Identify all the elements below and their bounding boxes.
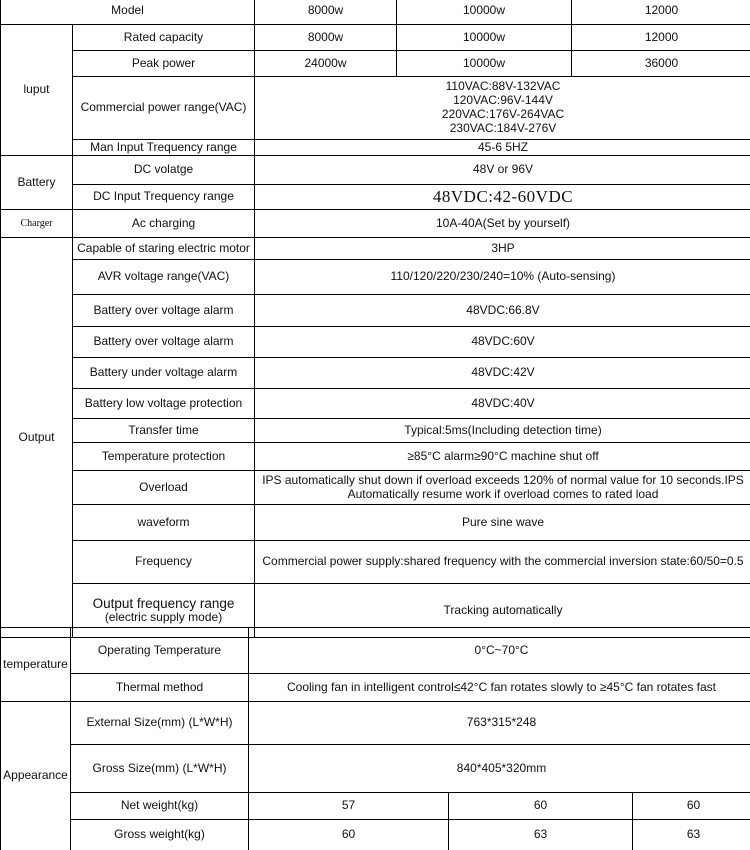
table-row-peak-power: [1, 51, 750, 77]
table-row-external-size: [1, 702, 750, 745]
table-row-output-0: [1, 238, 750, 260]
commercial-range-line-1: 110VAC:88V-132VAC: [445, 79, 561, 94]
gross-weight-value-2: 63: [449, 820, 633, 850]
section-label-charger: Charger: [1, 210, 73, 238]
table-row-output-3: [1, 327, 750, 358]
model-value-2: 10000w: [397, 0, 572, 25]
output-label-6: Transfer time: [73, 419, 255, 443]
table-row-output-6: [1, 419, 750, 443]
rated-capacity-value-2: 10000w: [397, 25, 572, 51]
rated-capacity-value-1: 8000w: [255, 25, 397, 51]
dc-input-frequency-label: DC Input Trequency range: [73, 185, 255, 210]
table-row-gross-weight: [1, 820, 750, 850]
output-frequency-range-value: Tracking automatically: [255, 584, 750, 638]
section-label-input: luput: [1, 25, 73, 156]
net-weight-value-1: 57: [249, 793, 449, 820]
net-weight-value-3: 60: [633, 793, 750, 820]
section-label-temperature: temperature: [1, 628, 71, 702]
table-row-output-2: [1, 295, 750, 327]
output-label-2: Battery over voltage alarm: [73, 295, 255, 327]
dc-voltage-label: DC volatge: [73, 156, 255, 185]
input-frequency-label: Man Input Trequency range: [73, 140, 255, 156]
rated-capacity-label: Rated capacity: [73, 25, 255, 51]
peak-power-value-1: 24000w: [255, 51, 397, 77]
table-row-commercial-range: [1, 77, 750, 140]
table-row-output-9: [1, 505, 750, 541]
output-value-5: 48VDC:40V: [255, 389, 750, 419]
gross-weight-value-3: 63: [633, 820, 750, 850]
output-value-10: Commercial power supply:shared frequency with the commercial inversion state:60/50=0.5: [255, 541, 750, 584]
output-label-10: Frequency: [73, 541, 255, 584]
output-value-8: IPS automatically shut down if overload exceeds 120% of normal value for 10 seconds.IPS Automatically resume work if overload comes to rated load: [255, 471, 750, 505]
output-value-0: 3HP: [255, 238, 750, 260]
table-row-output-10: [1, 541, 750, 584]
spec-table-lower: [0, 627, 750, 850]
section-label-output: Output: [1, 238, 73, 638]
model-value-1: 8000w: [255, 0, 397, 25]
output-value-6: Typical:5ms(Including detection time): [255, 419, 750, 443]
net-weight-label: Net weight(kg): [71, 793, 249, 820]
output-value-9: Pure sine wave: [255, 505, 750, 541]
table-row-input-frequency: [1, 140, 750, 156]
table-row-rated-capacity: [1, 25, 750, 51]
peak-power-label: Peak power: [73, 51, 255, 77]
table-row-net-weight: [1, 793, 750, 820]
table-row-ac-charging: [1, 210, 750, 238]
gross-size-value: 840*405*320mm: [249, 745, 750, 793]
output-frequency-range-label: Output frequency range: [92, 595, 235, 611]
peak-power-value-2: 10000w: [397, 51, 572, 77]
table-row-output-4: [1, 358, 750, 389]
output-value-1: 110/120/220/230/240=10% (Auto-sensing): [255, 260, 750, 295]
peak-power-value-3: 36000: [572, 51, 750, 77]
gross-weight-label: Gross weight(kg): [71, 820, 249, 850]
net-weight-value-2: 60: [449, 793, 633, 820]
output-label-8: Overload: [73, 471, 255, 505]
output-label-7: Temperature protection: [73, 443, 255, 471]
input-frequency-value: 45-6 5HZ: [255, 140, 750, 156]
ac-charging-value: 10A-40A(Set by yourself): [255, 210, 750, 238]
output-label-1: AVR voltage range(VAC): [73, 260, 255, 295]
output-value-2: 48VDC:66.8V: [255, 295, 750, 327]
table-row-thermal-method: [1, 674, 750, 702]
output-value-4: 48VDC:42V: [255, 358, 750, 389]
output-value-3: 48VDC:60V: [255, 327, 750, 358]
output-label-5: Battery low voltage protection: [73, 389, 255, 419]
table-row-dc-input-frequency: [1, 185, 750, 210]
rated-capacity-value-3: 12000: [572, 25, 750, 51]
thermal-method-value: Cooling fan in intelligent control≤42°C fan rotates slowly to ≥45°C fan rotates fast: [249, 674, 750, 702]
table-row-output-8: [1, 471, 750, 505]
table-row-output-7: [1, 443, 750, 471]
output-label-3: Battery over voltage alarm: [73, 327, 255, 358]
output-frequency-range-sublabel: (electric supply mode): [104, 610, 223, 625]
dc-input-frequency-value: 48VDC:42-60VDC: [255, 185, 750, 210]
operating-temperature-value: 0°C~70°C: [249, 628, 750, 674]
commercial-range-line-3: 220VAC:176V-264VAC: [441, 107, 565, 121]
output-label-0: Capable of staring electric motor: [73, 238, 255, 260]
output-label-9: waveform: [73, 505, 255, 541]
model-value-3: 12000: [572, 0, 750, 25]
gross-size-label: Gross Size(mm) (L*W*H): [71, 745, 249, 793]
table-row-output-1: [1, 260, 750, 295]
table-row-gross-size: [1, 745, 750, 793]
section-label-battery: Battery: [1, 156, 73, 210]
commercial-range-label: Commercial power range(VAC): [73, 77, 255, 140]
external-size-value: 763*315*248: [249, 702, 750, 745]
table-row-model: [1, 0, 750, 25]
table-row-dc-voltage: [1, 156, 750, 185]
commercial-range-line-4: 230VAC:184V-276V: [449, 120, 557, 135]
output-label-4: Battery under voltage alarm: [73, 358, 255, 389]
operating-temperature-label: Operating Temperature: [71, 628, 249, 674]
section-label-appearance: Appearance: [1, 702, 71, 850]
model-label: Model: [1, 0, 255, 25]
table-row-operating-temperature: [1, 628, 750, 674]
commercial-range-values: [255, 77, 750, 140]
thermal-method-label: Thermal method: [71, 674, 249, 702]
ac-charging-label: Ac charging: [73, 210, 255, 238]
commercial-range-line-2: 120VAC:96V-144V: [453, 93, 553, 108]
output-value-7: ≥85°C alarm≥90°C machine shut off: [255, 443, 750, 471]
table-row-output-5: [1, 389, 750, 419]
gross-weight-value-1: 60: [249, 820, 449, 850]
dc-voltage-value: 48V or 96V: [255, 156, 750, 185]
external-size-label: External Size(mm) (L*W*H): [71, 702, 249, 745]
